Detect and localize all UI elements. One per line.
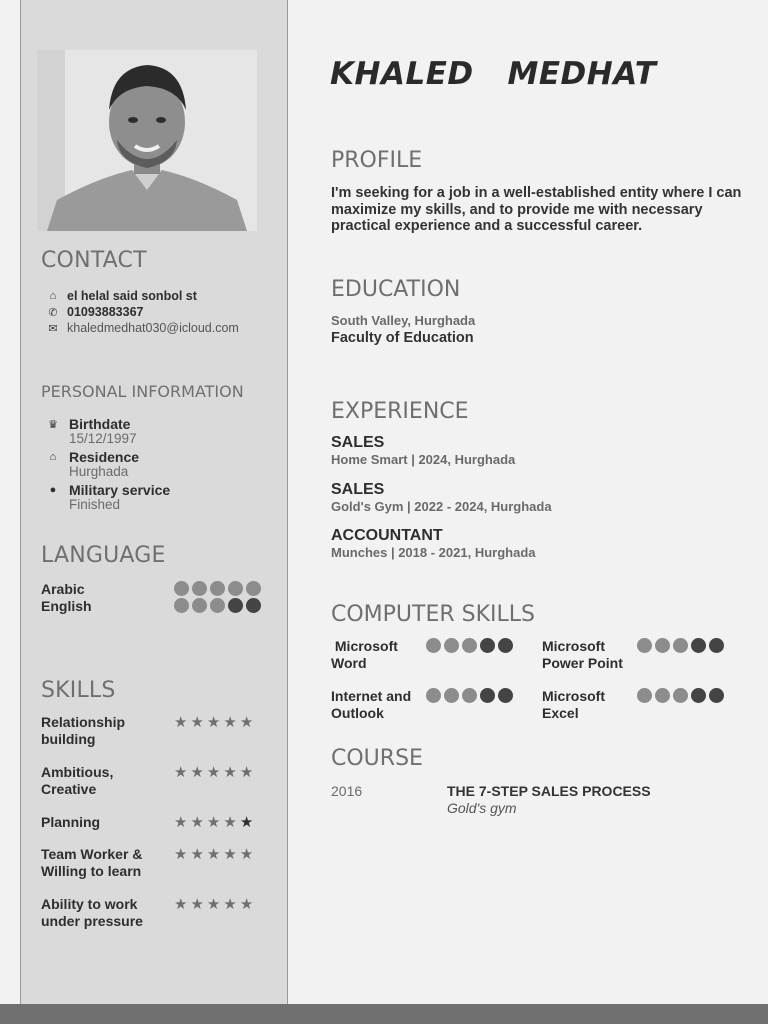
star-icon: ★ [190,896,204,913]
rating-dot [691,688,706,703]
rating-dot [480,688,495,703]
education-heading: EDUCATION [331,277,461,302]
rating-dot [462,688,477,703]
star-icon: ★ [223,714,237,731]
computer-skill-label: Microsoft [542,688,605,704]
language-rating [174,598,261,613]
skill-rating [174,896,253,913]
star-icon: ★ [190,814,204,831]
job-title: ACCOUNTANT [331,527,443,544]
education-place: South Valley, Hurghada [331,313,476,328]
birthdate-label: Birthdate [69,416,131,432]
skill-rating [174,846,253,863]
profile-photo [37,50,257,231]
military-item [45,482,170,512]
rating-dot [709,638,724,653]
computer-skill-rating [426,638,513,653]
contact-address [45,288,239,304]
skill-label-2: Creative [41,781,97,797]
skill-label-2: building [41,731,96,747]
star-icon: ★ [206,846,221,863]
rating-dot [444,688,459,703]
rating-dot [655,638,670,653]
computer-skill-label-2: Word [331,654,367,671]
job-title: SALES [331,481,385,498]
bottom-bar [0,1004,768,1024]
star-icon: ★ [174,814,188,831]
skill-item [41,764,253,814]
military-label: Military service [69,482,171,498]
home-icon: ⌂ [49,451,57,463]
skill-item [41,814,253,846]
star-icon: ★ [223,814,237,831]
star-icon: ★ [174,764,188,781]
rating-dot [709,688,724,703]
skill-label: Relationship [41,714,126,730]
course-heading: COURSE [331,746,423,771]
rating-dot [637,638,652,653]
skill-rating [174,764,253,781]
star-icon: ★ [190,714,204,731]
course-title: THE 7-STEP SALES PROCESS [447,783,651,799]
phone-icon: ✆ [48,306,58,319]
profile-text: I'm seeking for a job in a well-established entity where I can maximize my skills, and to provide me with necessary practical experience and a successful career. [331,185,742,234]
rating-dot [673,688,688,703]
cake-icon: ♛ [48,418,58,431]
job-title: SALES [331,434,385,451]
rating-dot [192,598,207,613]
star-icon: ★ [239,846,254,863]
portrait-image [37,50,257,231]
computer-skill-item [331,688,513,721]
profile-heading: PROFILE [331,148,423,173]
computer-skill-label-2: Excel [542,704,579,721]
skill-rating [174,714,253,731]
star-icon: ★ [239,896,254,913]
star-icon: ★ [174,846,188,863]
language-row [41,580,261,597]
contact-list [45,288,239,336]
birthdate-item [45,416,170,446]
rating-dot [192,581,207,596]
job-detail: Munches | 2018 - 2021, Hurghada [331,545,536,560]
course-year: 2016 [331,783,363,799]
person-icon: ● [49,484,57,496]
education-faculty: Faculty of Education [331,330,474,346]
rating-dot [210,598,225,613]
computer-skill-label: Internet and [331,688,412,704]
skill-label: Ambitious, [41,764,114,780]
rating-dot [444,638,459,653]
residence-item [45,449,170,479]
star-icon: ★ [206,896,221,913]
rating-dot [246,598,261,613]
star-icon: ★ [239,714,254,731]
skills-list [41,714,253,946]
job-detail: Gold's Gym | 2022 - 2024, Hurghada [331,499,552,514]
rating-dot [228,581,243,596]
rating-dot [426,688,441,703]
language-list [41,580,261,614]
computer-skill-label-2: Outlook [331,704,384,721]
star-icon: ★ [206,764,221,781]
star-icon: ★ [206,714,221,731]
language-heading: LANGUAGE [41,543,166,568]
rating-dot [691,638,706,653]
rating-dot [246,581,261,596]
rating-dot [210,581,225,596]
experience-heading: EXPERIENCE [331,399,469,424]
skill-item [41,714,253,764]
rating-dot [673,638,688,653]
birthdate-value: 15/12/1997 [69,431,137,446]
course-place: Gold's gym [447,800,517,816]
skill-item [41,846,253,896]
language-label: English [41,597,92,614]
rating-dot [637,688,652,703]
skill-rating [174,814,253,831]
contact-phone [45,304,239,320]
star-icon: ★ [174,896,188,913]
skills-heading: SKILLS [41,678,116,703]
military-value: Finished [69,497,121,512]
person-name: KHALED MEDHAT [330,56,657,92]
star-icon: ★ [223,846,237,863]
computer-skill-rating [637,638,724,653]
skill-label: Team Worker & [41,846,143,862]
personal-info-list [45,416,170,512]
computer-skill-label: Microsoft [331,638,398,654]
rating-dot [228,598,243,613]
computer-skill-label-2: Power Point [542,654,623,671]
computer-skill-item [542,688,724,721]
rating-dot [498,638,513,653]
rating-dot [174,581,189,596]
experience-item [331,481,552,514]
rating-dot [462,638,477,653]
job-detail: Home Smart | 2024, Hurghada [331,452,516,467]
skill-item [41,896,253,946]
rating-dot [480,638,495,653]
computer-skill-item [542,638,724,671]
skill-label: Planning [41,814,101,830]
language-label: Arabic [41,580,85,597]
envelope-icon: ✉ [48,322,58,335]
rating-dot [174,598,189,613]
computer-skill-label: Microsoft [542,638,605,654]
skill-label-2: Willing to learn [41,863,142,879]
computer-skill-item [331,638,513,671]
contact-heading: CONTACT [41,248,147,273]
rating-dot [655,688,670,703]
star-icon: ★ [206,814,221,831]
residence-value: Hurghada [69,464,129,479]
experience-item [331,434,515,467]
email-text: khaledmedhat030@icloud.com [67,321,239,335]
star-icon: ★ [190,764,204,781]
address-text: el helal said sonbol st [67,289,197,303]
language-row [41,597,261,614]
star-icon: ★ [239,764,254,781]
star-icon: ★ [174,714,188,731]
computer-skills-heading: COMPUTER SKILLS [331,602,536,627]
experience-item [331,527,536,560]
star-icon: ★ [223,764,237,781]
phone-text: 01093883367 [67,305,144,319]
language-rating [174,581,261,596]
skill-label: Ability to work [41,896,138,912]
home-icon: ⌂ [49,290,57,302]
personal-info-heading: PERSONAL INFORMATION [41,382,244,401]
skill-label-2: under pressure [41,913,143,929]
rating-dot [498,688,513,703]
residence-label: Residence [69,449,140,465]
rating-dot [426,638,441,653]
star-icon: ★ [190,846,204,863]
contact-email [45,320,239,336]
star-icon: ★ [239,814,254,831]
computer-skill-rating [426,688,513,703]
computer-skill-rating [637,688,724,703]
star-icon: ★ [223,896,237,913]
